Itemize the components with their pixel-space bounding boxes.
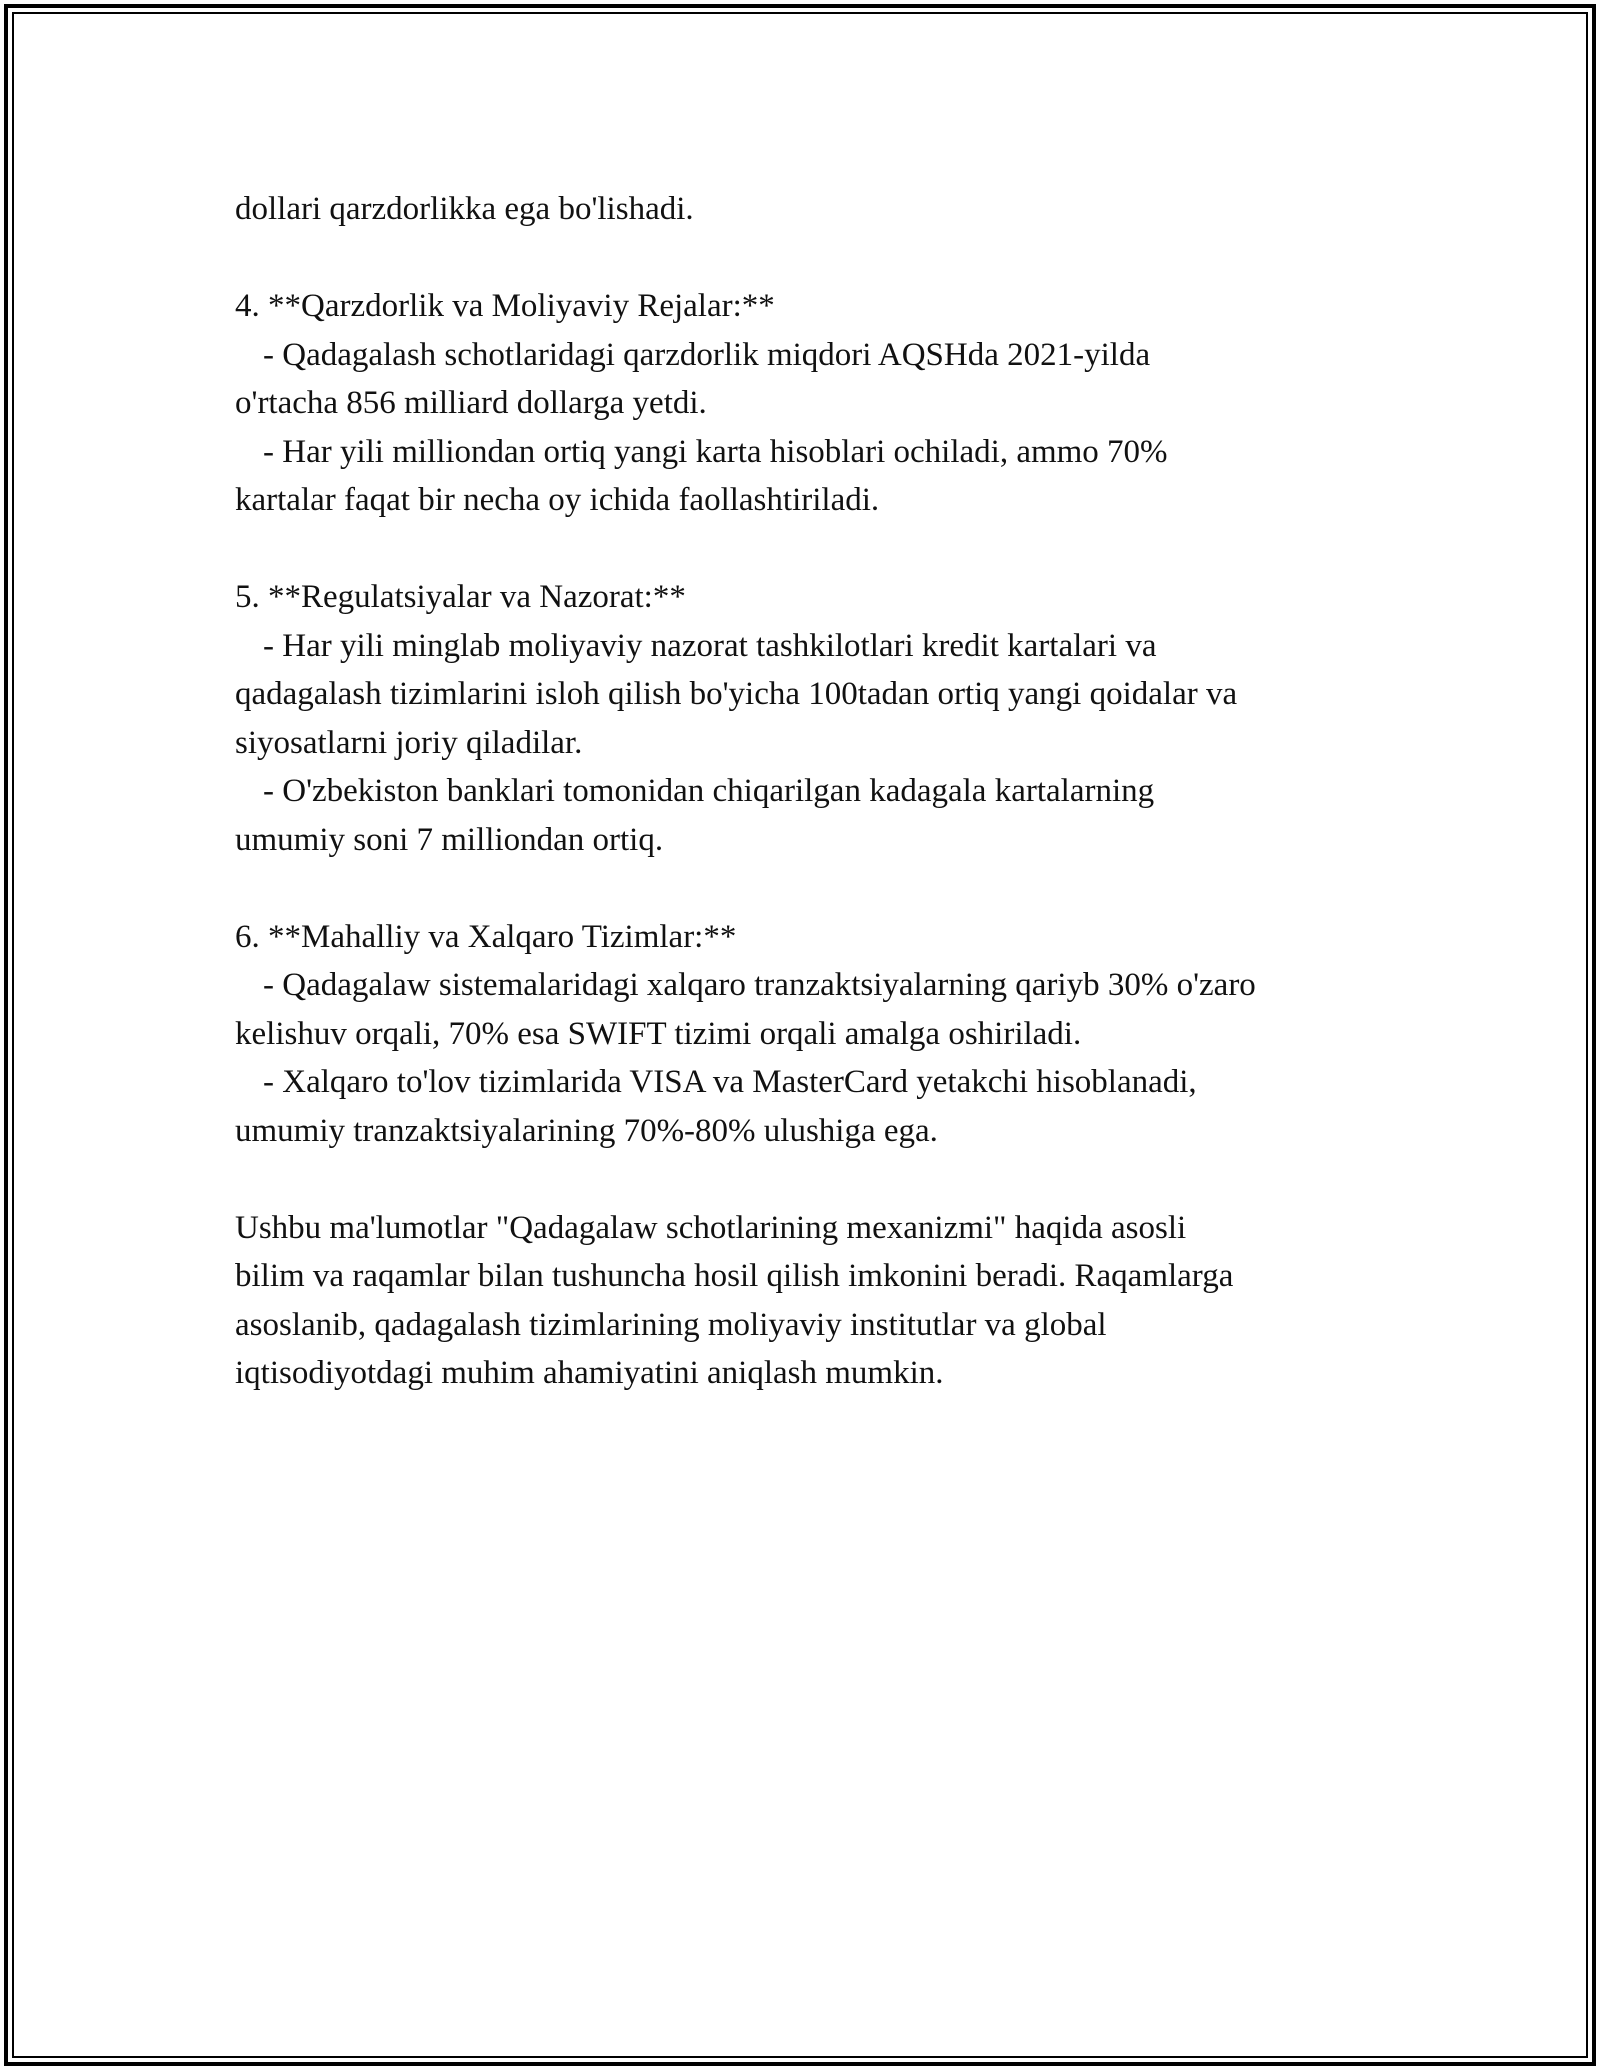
section-5-heading: 5. **Regulatsiyalar va Nazorat:** — [235, 579, 686, 615]
section-6-bullet-1-line-1: - Qadagalaw sistemalaridagi xalqaro tranzaktsiyalarning qariyb 30% o'zaro — [263, 967, 1256, 1003]
section-5-bullet-2-line-1: - O'zbekiston banklari tomonidan chiqarilgan kadagala kartalarning — [263, 773, 1155, 809]
paragraph-gap — [235, 1155, 1385, 1204]
section-5-bullet-1-line-3: siyosatlarni joriy qiladilar. — [235, 724, 583, 761]
section-5 — [235, 573, 1385, 864]
section-5-bullet-1-line-2: qadagalash tizimlarini isloh qilish bo'yicha 100tadan ortiq yangi qoidalar va — [235, 676, 1238, 712]
intro-line: dollari qarzdorlikka ega bo'lishadi. — [235, 191, 694, 227]
section-4-bullet-1-line-2: o'rtacha 856 milliard dollarga yetdi. — [235, 385, 707, 421]
document-body — [235, 185, 1385, 1398]
section-6-bullet-1-line-2: kelishuv orqali, 70% esa SWIFT tizimi orqali amalga oshiriladi. — [235, 1015, 1082, 1052]
paragraph-gap — [235, 234, 1385, 283]
section-6 — [235, 913, 1385, 1156]
conclusion-line-4: iqtisodiyotdagi muhim ahamiyatini aniqlash mumkin. — [235, 1355, 944, 1391]
section-5-bullet-1-line-1: - Har yili minglab moliyaviy nazorat tashkilotlari kredit kartalari va — [263, 627, 1157, 664]
section-4-heading: 4. **Qarzdorlik va Moliyaviy Rejalar:** — [235, 288, 775, 324]
conclusion-line-3: asoslanib, qadagalash tizimlarining moliyaviy institutlar va global — [235, 1306, 1107, 1343]
section-5-bullet-2-line-2: umumiy soni 7 milliondan ortiq. — [235, 821, 664, 858]
section-4-bullet-2-line-1: - Har yili milliondan ortiq yangi karta hisoblari ochiladi, ammo 70% — [263, 433, 1168, 470]
conclusion-line-2: bilim va raqamlar bilan tushuncha hosil qilish imkonini beradi. Raqamlarga — [235, 1258, 1234, 1294]
section-4-bullet-1-line-1: - Qadagalash schotlaridagi qarzdorlik miqdori AQSHda 2021-yilda — [263, 336, 1151, 373]
conclusion-line-1: Ushbu ma'lumotlar "Qadagalaw schotlarining mexanizmi" haqida asosli — [235, 1209, 1187, 1246]
section-6-bullet-2-line-1: - Xalqaro to'lov tizimlarida VISA va MasterCard yetakchi hisoblanadi, — [263, 1064, 1197, 1100]
paragraph-gap — [235, 525, 1385, 574]
section-6-heading: 6. **Mahalliy va Xalqaro Tizimlar:** — [235, 918, 737, 955]
section-4-bullet-2-line-2: kartalar faqat bir necha oy ichida faollashtiriladi. — [235, 482, 880, 518]
section-6-bullet-2-line-2: umumiy tranzaktsiyalarining 70%-80% ulushiga ega. — [235, 1112, 938, 1149]
conclusion-paragraph — [235, 1204, 1385, 1398]
section-4 — [235, 282, 1385, 525]
paragraph-gap — [235, 864, 1385, 913]
